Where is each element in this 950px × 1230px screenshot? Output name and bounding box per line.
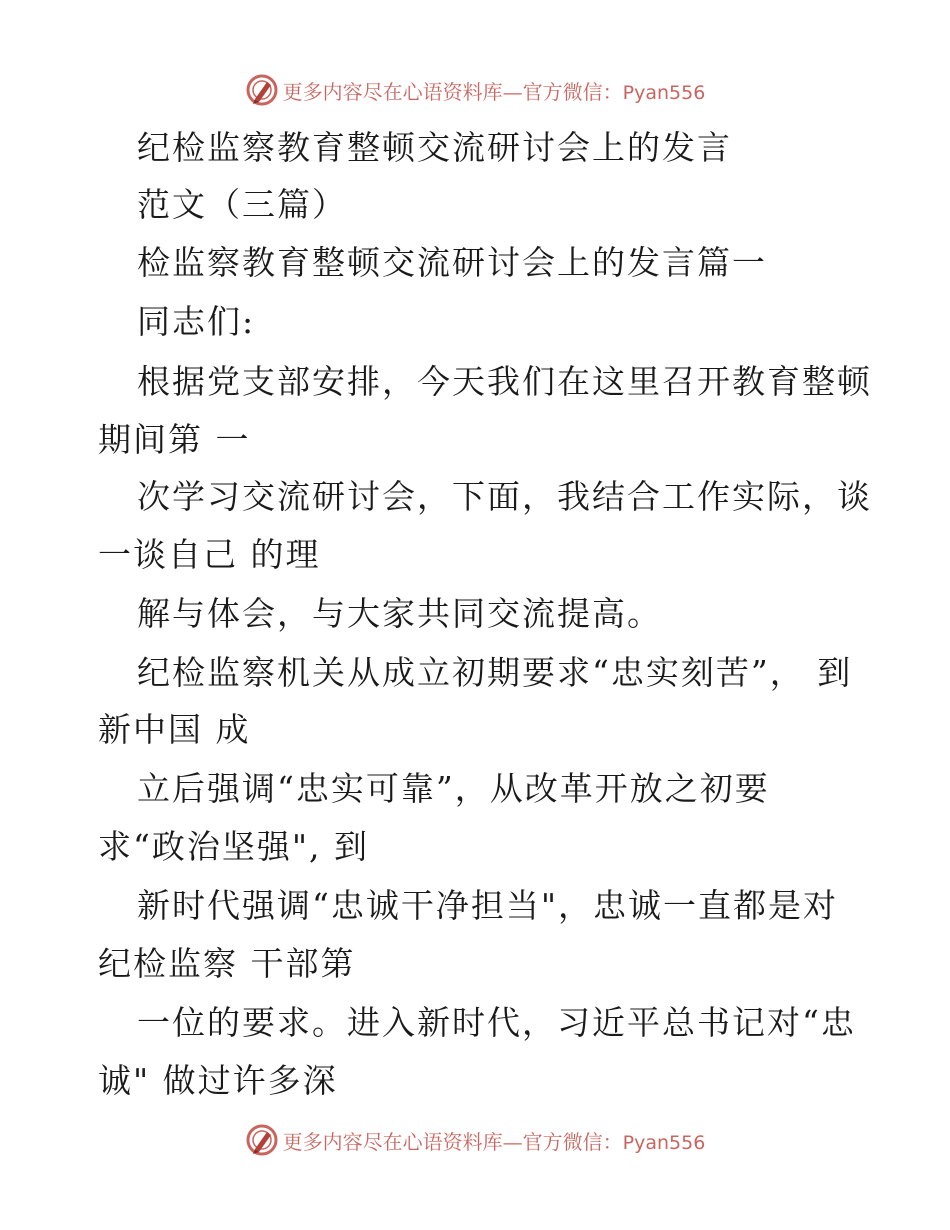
- paragraph-line: 新中国 成: [98, 710, 251, 749]
- paragraph-line: 立后强调“忠实可靠”，从改革开放之初要: [137, 769, 770, 808]
- watermark-library-name: 更多内容尽在心语资料库: [282, 79, 503, 104]
- watermark-text: [283, 1126, 706, 1155]
- watermark-separator: —: [502, 79, 523, 104]
- document-title-line-1: 纪检监察教育整顿交流研讨会上的发言: [137, 128, 732, 167]
- paragraph-line: 新时代强调“忠诚干净担当"，忠诚一直都是对: [137, 886, 839, 925]
- section-heading: 检监察教育整顿交流研讨会上的发言篇一: [137, 243, 767, 282]
- pen-circle-logo-icon: [245, 1123, 279, 1157]
- paragraph-line: 纪检监察机关从成立初期要求“忠实刻苦”， 到: [137, 653, 853, 692]
- paragraph-line: 一谈自己 的理: [98, 535, 321, 574]
- paragraph-line: 一位的要求。进入新时代，习近平总书记对“忠: [137, 1003, 856, 1042]
- watermark-wechat-id: Pyan556: [622, 1131, 706, 1154]
- paragraph-line: 求“政治坚强", 到: [98, 827, 370, 866]
- paragraph-line: 纪检监察 干部第: [98, 944, 356, 983]
- watermark-separator: —: [502, 1129, 523, 1154]
- watermark-text: [283, 76, 706, 105]
- watermark-header: [0, 70, 950, 110]
- paragraph-line: 期间第 一: [98, 420, 251, 459]
- watermark-wechat-id: Pyan556: [622, 81, 706, 104]
- paragraph-line: 次学习交流研讨会，下面，我结合工作实际，谈: [137, 477, 872, 516]
- paragraph-line: 诚" 做过许多深: [98, 1061, 338, 1100]
- greeting: 同志们:: [137, 302, 256, 341]
- paragraph-line: 解与体会，与大家共同交流提高。: [137, 594, 662, 633]
- pen-circle-logo-icon: [245, 73, 279, 107]
- watermark-footer: [0, 1120, 950, 1160]
- watermark-library-name: 更多内容尽在心语资料库: [282, 1129, 503, 1154]
- watermark-wechat-label: 官方微信：: [522, 79, 623, 104]
- paragraph-line: 根据党支部安排，今天我们在这里召开教育整顿: [137, 362, 872, 401]
- watermark-wechat-label: 官方微信：: [522, 1129, 623, 1154]
- document-title-line-2: 范文（三篇）: [137, 185, 347, 224]
